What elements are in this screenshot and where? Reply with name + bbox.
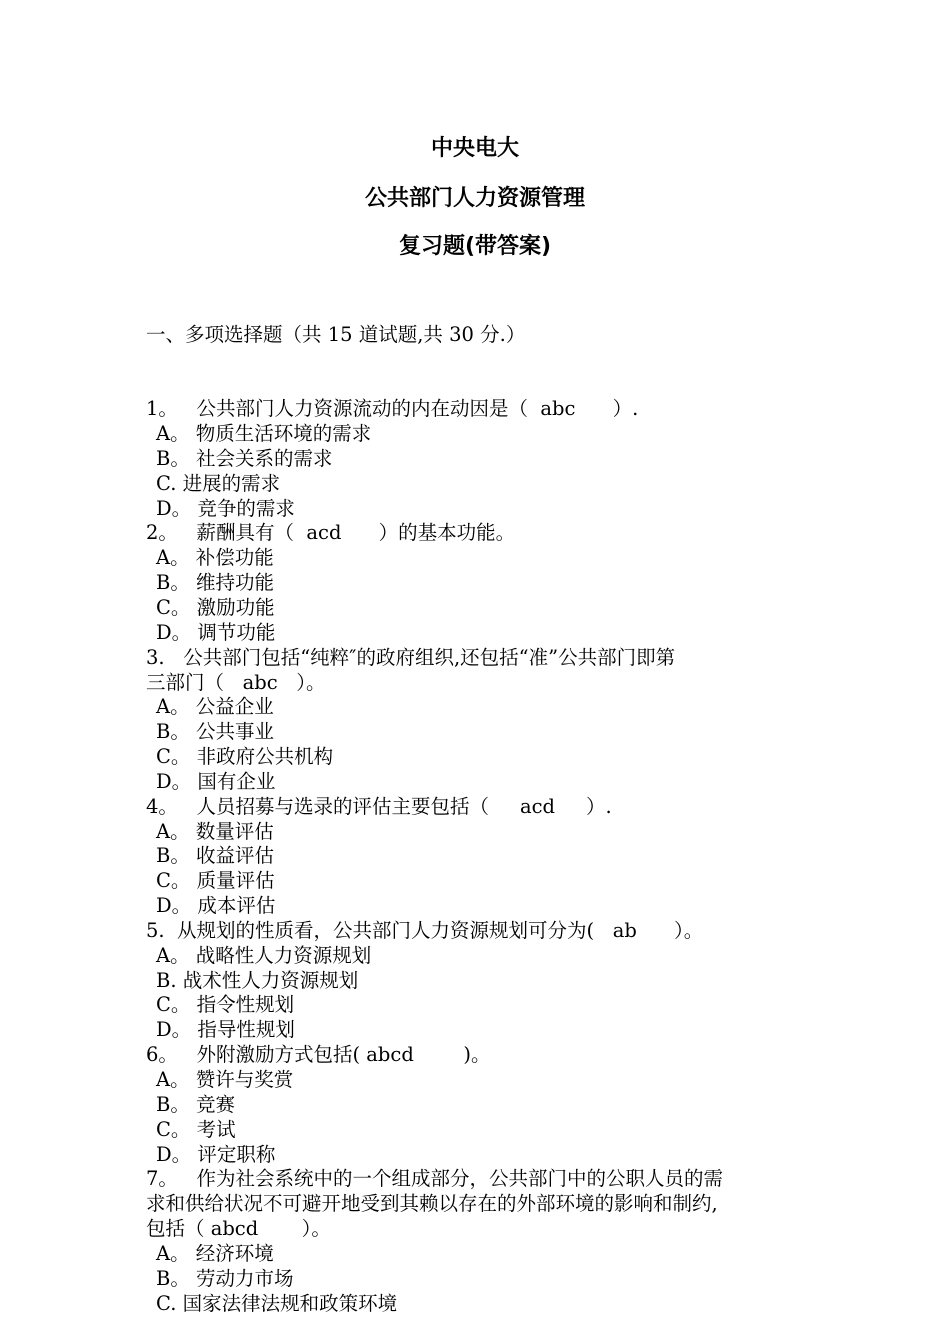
- answer-option: B。 维持功能: [156, 571, 275, 595]
- answer-option: B. 战术性人力资源规划: [156, 968, 359, 992]
- section-header: 一、多项选择题（共 15 道试题,共 30 分.）: [146, 322, 526, 346]
- answer-option: B。 收益评估: [156, 844, 275, 868]
- answer-option: D。 成本评估: [156, 894, 276, 918]
- question-stem-line: 1。 公共部门人力资源流动的内在动因是（ abc ）.: [146, 397, 639, 421]
- doc-title-line3: 复习题(带答案): [398, 234, 552, 259]
- answer-option: C。 质量评估: [156, 869, 275, 893]
- answer-option: B。 社会关系的需求: [156, 446, 333, 470]
- question-stem-line: 5. 从规划的性质看，公共部门人力资源规划可分为( ab ）。: [146, 918, 704, 942]
- answer-option: D。 国有企业: [156, 769, 276, 793]
- answer-option: A。 补偿功能: [156, 546, 274, 570]
- question-item: [146, 919, 826, 1043]
- answer-option: D。 指导性规划: [156, 1018, 295, 1042]
- question-item: [146, 1043, 826, 1167]
- question-item: [146, 521, 826, 645]
- question-stem-line: 3. 公共部门包括“纯粹″的政府组织,还包括“准”公共部门即第: [146, 645, 676, 669]
- answer-option: C。 激励功能: [156, 595, 275, 619]
- answer-option: D。 评定职称: [156, 1142, 276, 1166]
- question-stem-line: 6。 外附激励方式包括( abcd )。: [146, 1043, 491, 1067]
- question-item: [146, 1167, 826, 1316]
- answer-option: B。 劳动力市场: [156, 1266, 294, 1290]
- answer-option: B。 竞赛: [156, 1092, 236, 1116]
- question-stem-line: 7。 作为社会系统中的一个组成部分，公共部门中的公职人员的需: [146, 1167, 724, 1191]
- question-stem-line: 2。 薪酬具有（ acd ）的基本功能。: [146, 521, 516, 545]
- answer-option: A。 数量评估: [156, 819, 274, 843]
- answer-option: C. 进展的需求: [156, 471, 281, 495]
- question-item: [146, 397, 826, 521]
- answer-option: B。 公共事业: [156, 720, 275, 744]
- answer-option: C。 非政府公共机构: [156, 745, 334, 769]
- question-stem-line: 4。 人员招募与选录的评估主要包括（ acd ）.: [146, 794, 612, 818]
- answer-option: A。 赞许与奖赏: [156, 1068, 294, 1091]
- question-item: [146, 646, 826, 795]
- question-stem-line: 三部门（ abc ）。: [146, 670, 326, 694]
- answer-option: C。 考试: [156, 1117, 236, 1141]
- doc-title-line1: 中央电大: [430, 136, 519, 161]
- answer-option: A。 经济环境: [156, 1241, 274, 1265]
- doc-title-line2: 公共部门人力资源管理: [364, 186, 585, 211]
- question-stem-line: 包括（ abcd ）。: [146, 1217, 331, 1241]
- question-item: [146, 795, 826, 919]
- answer-option: C。 指令性规划: [156, 993, 295, 1017]
- answer-option: D。 调节功能: [156, 620, 276, 644]
- answer-option: A。 战略性人力资源规划: [156, 943, 372, 967]
- answer-option: D。 竞争的需求: [156, 496, 295, 520]
- answer-option: A。 物质生活环境的需求: [156, 422, 372, 446]
- answer-option: A。 公益企业: [156, 695, 274, 719]
- question-body: [146, 273, 826, 1316]
- answer-option: C. 国家法律法规和政策环境: [156, 1291, 398, 1315]
- question-stem-line: 求和供给状况不可避开地受到其赖以存在的外部环境的影响和制约,: [146, 1192, 718, 1216]
